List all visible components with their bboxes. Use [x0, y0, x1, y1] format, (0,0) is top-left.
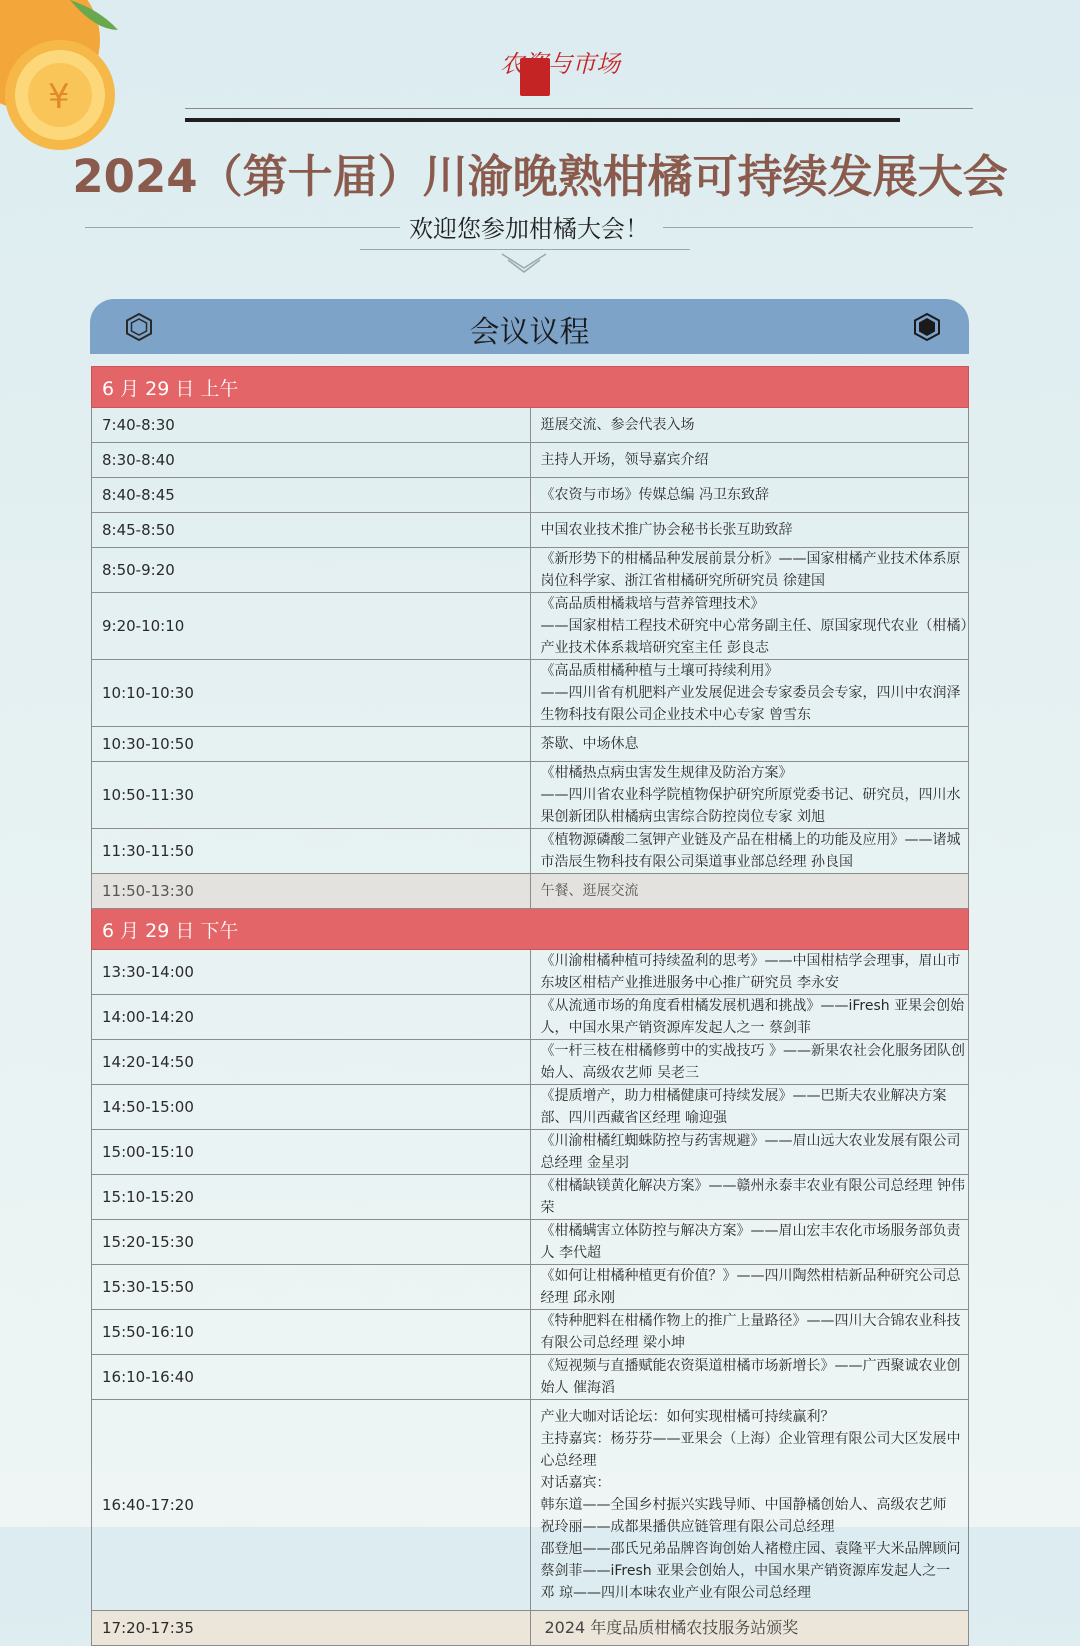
agenda-description — [530, 762, 969, 829]
agenda-row — [92, 478, 969, 513]
top-divider-thin — [185, 108, 973, 109]
agenda-line: 邵登旭——邵氏兄弟品牌咨询创始人褚橙庄园、袁隆平大米品牌顾问 — [540, 1541, 961, 1557]
agenda-line: 《如何让柑橘种植更有价值？》——四川陶然柑桔新品种研究公司总经理 邱永刚 — [540, 1268, 961, 1306]
agenda-time: 11:30-11:50 — [92, 829, 531, 874]
agenda-line: 《短视频与直播赋能农资渠道柑橘市场新增长》——广西聚诚农业创始人 催海滔 — [540, 1358, 961, 1396]
agenda-description — [530, 829, 969, 874]
agenda-line: 《特种肥料在柑橘作物上的推广上量路径》——四川大合锦农业科技有限公司总经理 梁小坤 — [540, 1313, 961, 1351]
agenda-time: 11:50-13:30 — [92, 874, 531, 909]
agenda-description — [530, 1265, 969, 1310]
agenda-row — [92, 1130, 969, 1175]
agenda-description — [530, 1220, 969, 1265]
agenda-line: 韩东道——全国乡村振兴实践导师、中国静橘创始人、高级农艺师 — [540, 1497, 947, 1513]
agenda-line: 《一杆三枝在柑橘修剪中的实战技巧 》——新果农社会化服务团队创始人、高级农艺师 吴老三 — [540, 1043, 965, 1081]
top-divider-thick — [185, 118, 900, 122]
page-title: 2024（第十届）川渝晚熟柑橘可持续发展大会 — [72, 150, 1008, 203]
agenda-line: 产业大咖对话论坛：如何实现柑橘可持续赢利？ — [540, 1409, 835, 1425]
orange-decoration-icon — [0, 0, 125, 150]
agenda-table — [91, 366, 969, 1646]
agenda-time: 15:50-16:10 — [92, 1310, 531, 1355]
agenda-description — [530, 874, 969, 909]
agenda-line: 茶歇、中场休息 — [540, 736, 639, 752]
agenda-description — [530, 1130, 969, 1175]
agenda-time: 10:10-10:30 — [92, 660, 531, 727]
agenda-line: 中国农业技术推广协会秘书长张互助致辞 — [540, 522, 793, 538]
agenda-line: 《川渝柑橘种植可持续盈利的思考》——中国柑桔学会理事，眉山市东坡区柑桔产业推进服务中心推广研究员 李永安 — [540, 953, 961, 991]
agenda-line: 邓 琼——四川本味农业产业有限公司总经理 — [540, 1585, 811, 1601]
subtitle-block — [85, 205, 973, 245]
agenda-description — [530, 1040, 969, 1085]
agenda-line: 《提质增产，助力柑橘健康可持续发展》——巴斯夫农业解决方案部、四川西藏省区经理 喻迎强 — [540, 1088, 947, 1126]
agenda-time: 9:20-10:10 — [92, 593, 531, 660]
section-label: 6 月 29 日 上午 — [92, 367, 969, 408]
agenda-time: 10:30-10:50 — [92, 727, 531, 762]
agenda-row — [92, 1310, 969, 1355]
agenda-row — [92, 593, 969, 660]
agenda-line: 主持嘉宾：杨芬芬——亚果会（上海）企业管理有限公司大区发展中心总经理 — [540, 1431, 961, 1469]
svg-text:¥: ¥ — [48, 77, 70, 117]
agenda-description — [530, 408, 969, 443]
agenda-time: 17:20-17:35 — [92, 1611, 531, 1646]
agenda-row — [92, 1220, 969, 1265]
agenda-row — [92, 1265, 969, 1310]
agenda-row — [92, 1611, 969, 1646]
agenda-description — [530, 1355, 969, 1400]
agenda-time: 13:30-14:00 — [92, 950, 531, 995]
agenda-row — [92, 1355, 969, 1400]
agenda-line: 午餐、逛展交流 — [540, 883, 639, 899]
agenda-line: 《川渝柑橘红蜘蛛防控与药害规避》——眉山远大农业发展有限公司总经理 金星羽 — [540, 1133, 961, 1171]
agenda-time: 14:50-15:00 — [92, 1085, 531, 1130]
agenda-description — [530, 727, 969, 762]
agenda-row — [92, 950, 969, 995]
agenda-row — [92, 660, 969, 727]
agenda-description — [530, 1400, 969, 1611]
agenda-time: 14:20-14:50 — [92, 1040, 531, 1085]
page-subtitle: 欢迎您参加柑橘大会！ — [409, 215, 649, 243]
agenda-time: 16:10-16:40 — [92, 1355, 531, 1400]
agenda-time: 10:50-11:30 — [92, 762, 531, 829]
agenda-time: 8:30-8:40 — [92, 443, 531, 478]
agenda-line: 《新形势下的柑橘品种发展前景分析》——国家柑橘产业技术体系原岗位科学家、浙江省柑橘研究所研究员 徐建国 — [540, 551, 961, 589]
section-header — [92, 367, 969, 408]
agenda-description — [530, 478, 969, 513]
agenda-line: 逛展交流、参会代表入场 — [540, 417, 695, 433]
agenda-line: 《高品质柑橘种植与土壤可持续利用》 — [540, 663, 779, 679]
agenda-line: 《农资与市场》传媒总编 冯卫东致辞 — [540, 487, 769, 503]
agenda-line: ——四川省农业科学院植物保护研究所原党委书记、研究员，四川水果创新团队柑橘病虫害综合防控岗位专家 刘旭 — [540, 787, 961, 825]
agenda-line: ——国家柑桔工程技术研究中心常务副主任、原国家现代农业（柑橘）产业技术体系栽培研究室主任 彭良志 — [540, 618, 968, 656]
section-header — [92, 909, 969, 950]
agenda-line: 主持人开场，领导嘉宾介绍 — [540, 452, 709, 468]
chevron-down-icon — [500, 250, 548, 276]
agenda-row — [92, 995, 969, 1040]
agenda-line: 蔡剑菲——iFresh 亚果会创始人，中国水果产销资源库发起人之一 — [540, 1563, 951, 1579]
agenda-line: 《植物源磷酸二氢钾产业链及产品在柑橘上的功能及应用》——诸城市浩辰生物科技有限公司渠道事业部总经理 孙良国 — [540, 832, 961, 870]
agenda-row — [92, 727, 969, 762]
agenda-time: 8:45-8:50 — [92, 513, 531, 548]
agenda-row — [92, 762, 969, 829]
agenda-time: 15:30-15:50 — [92, 1265, 531, 1310]
agenda-row — [92, 548, 969, 593]
agenda-line: 《从流通市场的角度看柑橘发展机遇和挑战》——iFresh 亚果会创始人，中国水果产销资源库发起人之一 蔡剑菲 — [540, 998, 965, 1036]
agenda-row — [92, 1085, 969, 1130]
agenda-description — [530, 593, 969, 660]
agenda-row — [92, 874, 969, 909]
agenda-description — [530, 1085, 969, 1130]
agenda-line: 《柑橘缺镁黄化解决方案》——赣州永泰丰农业有限公司总经理 钟伟荣 — [540, 1178, 965, 1216]
agenda-description — [530, 1310, 969, 1355]
section-label: 6 月 29 日 下午 — [92, 909, 969, 950]
agenda-time: 15:00-15:10 — [92, 1130, 531, 1175]
agenda-line: ——四川省有机肥料产业发展促进会专家委员会专家，四川中农润泽生物科技有限公司企业技术中心专家 曾雪东 — [540, 685, 961, 723]
agenda-description — [530, 995, 969, 1040]
agenda-line: 2024 年度品质柑橘农技服务站颁奖 — [544, 1618, 799, 1637]
agenda-description — [530, 513, 969, 548]
agenda-time: 8:50-9:20 — [92, 548, 531, 593]
agenda-description — [530, 950, 969, 995]
agenda-line: 《柑橘热点病虫害发生规律及防治方案》 — [540, 765, 793, 781]
agenda-description — [530, 660, 969, 727]
agenda-line: 祝玲丽——成都果播供应链管理有限公司总经理 — [540, 1519, 835, 1535]
agenda-row — [92, 443, 969, 478]
agenda-row — [92, 1175, 969, 1220]
agenda-row — [92, 1040, 969, 1085]
agenda-line: 《柑橘螨害立体防控与解决方案》——眉山宏丰农化市场服务部负责人 李代超 — [540, 1223, 961, 1261]
agenda-time: 16:40-17:20 — [92, 1400, 531, 1611]
agenda-row — [92, 829, 969, 874]
agenda-description — [530, 1175, 969, 1220]
agenda-line: 对话嘉宾： — [540, 1475, 611, 1491]
agenda-time: 15:10-15:20 — [92, 1175, 531, 1220]
agenda-time: 14:00-14:20 — [92, 995, 531, 1040]
agenda-description — [530, 443, 969, 478]
agenda-row — [92, 1400, 969, 1611]
agenda-line: 《高品质柑橘栽培与营养管理技术》 — [540, 596, 765, 612]
agenda-header — [90, 299, 969, 354]
logo-text: 农资与市场 — [500, 50, 620, 78]
agenda-time: 15:20-15:30 — [92, 1220, 531, 1265]
agenda-time: 7:40-8:30 — [92, 408, 531, 443]
agenda-title: 会议议程 — [469, 315, 590, 350]
logo-seal-icon — [498, 42, 620, 98]
agenda-description — [530, 1611, 969, 1646]
agenda-time: 8:40-8:45 — [92, 478, 531, 513]
hexagon-filled-icon — [912, 312, 942, 342]
agenda-description — [530, 548, 969, 593]
agenda-row — [92, 408, 969, 443]
agenda-row — [92, 513, 969, 548]
